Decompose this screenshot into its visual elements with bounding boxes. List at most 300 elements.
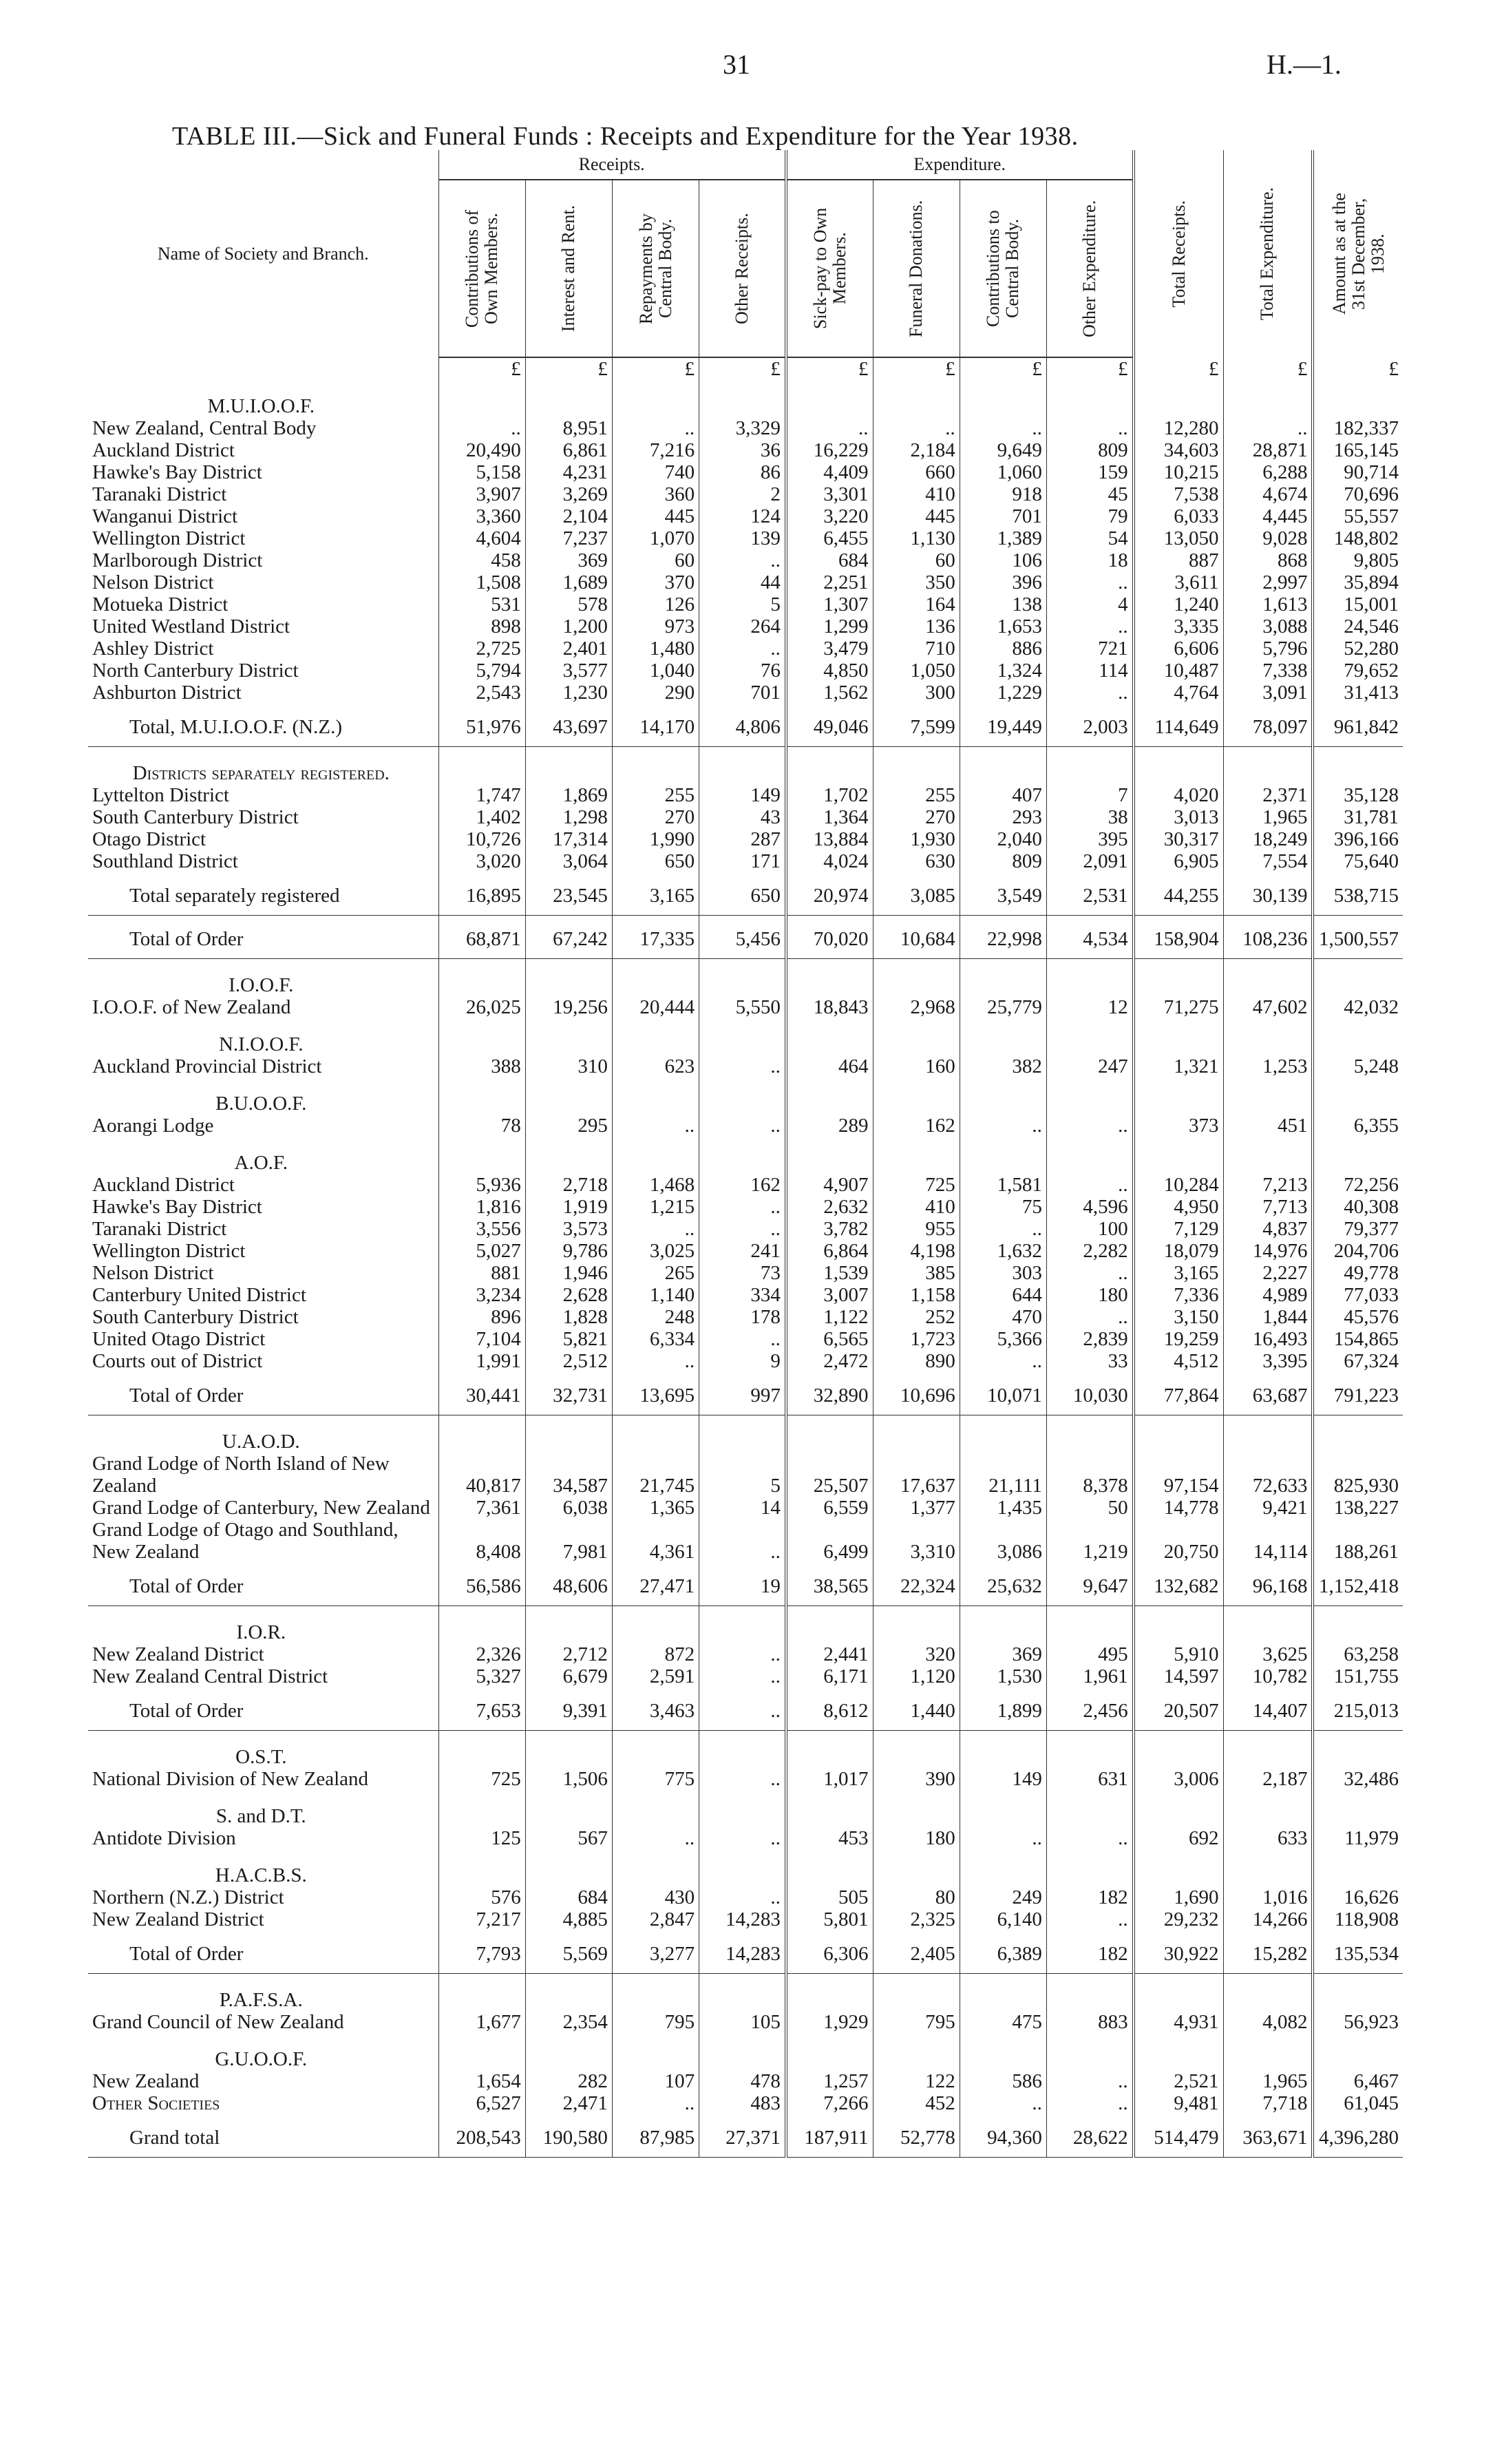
table-row: [88, 850, 1403, 872]
section-heading-spacer: [1134, 2033, 1223, 2070]
row-value: 5: [699, 593, 786, 615]
total-row-value: 48,606: [525, 1563, 612, 1606]
row-name: Lyttelton District: [92, 784, 229, 806]
section-heading-spacer: [786, 1137, 873, 1174]
total-row-value: 2,003: [1046, 704, 1133, 747]
table-row: [88, 1196, 1403, 1218]
row-value: 4,231: [525, 461, 612, 483]
table-row: [88, 1908, 1403, 1930]
row-value: 410: [873, 483, 960, 505]
total-row-value: 190,580: [525, 2114, 612, 2158]
row-value: 445: [612, 505, 699, 527]
row-value: 5,366: [960, 1328, 1046, 1350]
row-name: Courts out of District: [92, 1350, 263, 1372]
row-value: 40,817: [438, 1453, 525, 1497]
section-heading-spacer: [438, 1974, 525, 2012]
section-heading-spacer: [525, 1606, 612, 1644]
row-value: 1,257: [786, 2070, 873, 2092]
row-value: 725: [873, 1174, 960, 1196]
row-value: 1,307: [786, 593, 873, 615]
row-value: 7,538: [1134, 483, 1223, 505]
total-row-value: 23,545: [525, 872, 612, 916]
row-value: 721: [1046, 638, 1133, 660]
row-value: 1,690: [1134, 1886, 1223, 1908]
section-heading-row: [88, 747, 1403, 785]
section-heading-spacer: [1313, 1077, 1403, 1115]
row-value: 1,654: [438, 2070, 525, 2092]
section-heading-spacer: [786, 959, 873, 997]
row-value: 4,989: [1223, 1284, 1313, 1306]
section-heading-spacer: [1134, 1077, 1223, 1115]
row-value: 49,778: [1313, 1262, 1403, 1284]
row-value: 3,360: [438, 505, 525, 527]
section-heading-spacer: [786, 1790, 873, 1827]
row-value: 4,082: [1223, 2011, 1313, 2033]
row-value: 2,628: [525, 1284, 612, 1306]
section-heading-row: [88, 1018, 1403, 1055]
row-value: ..: [960, 417, 1046, 439]
table-row: [88, 2092, 1403, 2114]
section-heading-spacer: [525, 380, 612, 417]
row-value: 138,227: [1313, 1497, 1403, 1519]
total-row-value: 3,463: [612, 1687, 699, 1731]
row-value: 955: [873, 1218, 960, 1240]
section-heading-spacer: [438, 2033, 525, 2070]
total-row-value: 28,622: [1046, 2114, 1133, 2158]
section-heading: U.A.O.D.: [222, 1431, 300, 1453]
row-value: ..: [699, 1196, 786, 1218]
row-value: 2,997: [1223, 571, 1313, 593]
row-value: ..: [699, 1665, 786, 1687]
section-heading-spacer: [873, 2033, 960, 2070]
row-value: ..: [699, 1055, 786, 1077]
section-heading-row: [88, 2033, 1403, 2070]
row-value: 270: [612, 806, 699, 828]
row-value: 1,844: [1223, 1306, 1313, 1328]
total-row-value: 6,389: [960, 1930, 1046, 1974]
col-header-contributions: [438, 180, 525, 357]
section-heading-spacer: [1313, 1790, 1403, 1827]
row-value: 106: [960, 549, 1046, 571]
row-value: 17,314: [525, 828, 612, 850]
row-value: 1,060: [960, 461, 1046, 483]
row-value: 2,227: [1223, 1262, 1313, 1284]
row-value: 5,550: [699, 996, 786, 1018]
row-value: 9,421: [1223, 1497, 1313, 1519]
row-name: Grand Lodge of North Island of New Zealand: [92, 1453, 390, 1497]
row-value: 78: [438, 1115, 525, 1137]
row-name: Hawke's Bay District: [92, 1196, 262, 1218]
total-row-value: 3,085: [873, 872, 960, 916]
row-value: 809: [960, 850, 1046, 872]
row-value: 2,104: [525, 505, 612, 527]
section-heading-row: [88, 1731, 1403, 1769]
row-value: 2,441: [786, 1643, 873, 1665]
row-value: 13,050: [1134, 527, 1223, 549]
row-value: 795: [612, 2011, 699, 2033]
row-value: 2,712: [525, 1643, 612, 1665]
currency-row: [88, 357, 1403, 380]
section-heading-spacer: [1046, 1137, 1133, 1174]
row-name: Southland District: [92, 850, 238, 872]
row-value: ..: [612, 1115, 699, 1137]
currency-symbol: £: [438, 357, 525, 380]
section-heading-spacer: [1223, 1077, 1313, 1115]
section-heading-spacer: [786, 1415, 873, 1453]
row-value: 75,640: [1313, 850, 1403, 872]
row-value: 289: [786, 1115, 873, 1137]
row-value: 20,490: [438, 439, 525, 461]
section-heading-spacer: [525, 1137, 612, 1174]
row-value: ..: [960, 1115, 1046, 1137]
row-value: ..: [1046, 1306, 1133, 1328]
row-value: 633: [1223, 1827, 1313, 1849]
row-value: 29,232: [1134, 1908, 1223, 1930]
section-heading-spacer: [699, 1018, 786, 1055]
row-value: 18,843: [786, 996, 873, 1018]
col-header-funeral-text: Funeral Donations.: [906, 200, 926, 337]
row-value: 3,269: [525, 483, 612, 505]
total-row-value: 4,534: [1046, 916, 1133, 959]
data-table-container: [88, 150, 1403, 2158]
currency-symbol: £: [960, 357, 1046, 380]
total-row-value: 1,152,418: [1313, 1563, 1403, 1606]
table-row: [88, 1886, 1403, 1908]
row-name: North Canterbury District: [92, 660, 299, 682]
row-value: 12,280: [1134, 417, 1223, 439]
section-heading-spacer: [438, 747, 525, 785]
row-value: 1,299: [786, 615, 873, 638]
row-value: 4,409: [786, 461, 873, 483]
row-name: Grand Lodge of Otago and Southland, New Zealand: [92, 1519, 399, 1563]
table-row: [88, 1768, 1403, 1790]
row-value: 31,413: [1313, 682, 1403, 704]
row-name: Motueka District: [92, 593, 229, 615]
row-value: 105: [699, 2011, 786, 2033]
row-value: 20,750: [1134, 1519, 1223, 1563]
section-heading: S. and D.T.: [215, 1805, 306, 1827]
total-row-value: 9,391: [525, 1687, 612, 1731]
row-value: 38: [1046, 806, 1133, 828]
row-value: 4,885: [525, 1908, 612, 1930]
row-value: 31,781: [1313, 806, 1403, 828]
table-row: [88, 593, 1403, 615]
row-value: 531: [438, 593, 525, 615]
section-heading: A.O.F.: [234, 1152, 288, 1174]
row-value: 9,481: [1134, 2092, 1223, 2114]
total-row-value: 650: [699, 872, 786, 916]
row-value: 182: [1046, 1886, 1133, 1908]
row-name: Wellington District: [92, 527, 246, 549]
section-heading-spacer: [1223, 959, 1313, 997]
section-heading-spacer: [699, 1415, 786, 1453]
row-value: 1,581: [960, 1174, 1046, 1196]
row-value: 4,907: [786, 1174, 873, 1196]
row-value: 40,308: [1313, 1196, 1403, 1218]
total-row-value: 10,684: [873, 916, 960, 959]
section-heading-row: [88, 959, 1403, 997]
row-value: 3,025: [612, 1240, 699, 1262]
row-value: 1,539: [786, 1262, 873, 1284]
row-value: 6,864: [786, 1240, 873, 1262]
total-row-value: 208,543: [438, 2114, 525, 2158]
row-value: 12: [1046, 996, 1133, 1018]
total-row-value: 10,696: [873, 1372, 960, 1415]
section-heading-spacer: [1046, 1018, 1133, 1055]
row-value: 3,573: [525, 1218, 612, 1240]
row-value: 79: [1046, 505, 1133, 527]
row-value: ..: [699, 1886, 786, 1908]
row-value: 5: [699, 1453, 786, 1497]
row-value: 1,930: [873, 828, 960, 850]
table-row: [88, 1665, 1403, 1687]
row-value: ..: [1046, 2092, 1133, 2114]
total-row-value: ..: [699, 1687, 786, 1731]
row-value: 1,506: [525, 1768, 612, 1790]
row-value: 204,706: [1313, 1240, 1403, 1262]
row-value: 60: [873, 549, 960, 571]
section-heading-spacer: [1134, 1415, 1223, 1453]
row-value: 410: [873, 1196, 960, 1218]
table-row: [88, 638, 1403, 660]
row-value: ..: [1046, 1174, 1133, 1196]
section-heading-spacer: [1046, 959, 1133, 997]
row-value: 5,248: [1313, 1055, 1403, 1077]
row-value: 44: [699, 571, 786, 593]
row-value: 1,140: [612, 1284, 699, 1306]
row-value: 710: [873, 638, 960, 660]
row-value: 6,905: [1134, 850, 1223, 872]
row-value: 4,950: [1134, 1196, 1223, 1218]
row-name: Marlborough District: [92, 549, 263, 571]
row-value: 1,017: [786, 1768, 873, 1790]
section-heading-row: [88, 1790, 1403, 1827]
row-name: Canterbury United District: [92, 1284, 306, 1306]
row-value: 2,839: [1046, 1328, 1133, 1350]
row-value: 1,929: [786, 2011, 873, 2033]
section-heading-spacer: [1046, 2033, 1133, 2070]
row-name: Ashburton District: [92, 682, 242, 704]
section-heading-spacer: [1046, 1077, 1133, 1115]
total-receipts-header: [1134, 150, 1223, 357]
row-value: 3,625: [1223, 1643, 1313, 1665]
col-header-repayments-text: Repayments by Central Body.: [635, 213, 675, 324]
row-value: 151,755: [1313, 1665, 1403, 1687]
total-row-value: 2,456: [1046, 1687, 1133, 1731]
row-value: 32,486: [1313, 1768, 1403, 1790]
row-value: 90,714: [1313, 461, 1403, 483]
section-heading-spacer: [438, 1077, 525, 1115]
row-value: 883: [1046, 2011, 1133, 2033]
row-value: 9,805: [1313, 549, 1403, 571]
total-row-value: 132,682: [1134, 1563, 1223, 1606]
row-value: 388: [438, 1055, 525, 1077]
section-heading-spacer: [960, 1790, 1046, 1827]
row-value: 16,229: [786, 439, 873, 461]
row-value: 7,981: [525, 1519, 612, 1563]
row-name: Wanganui District: [92, 505, 238, 527]
section-heading-spacer: [960, 1018, 1046, 1055]
row-name: Nelson District: [92, 1262, 214, 1284]
row-value: 16,626: [1313, 1886, 1403, 1908]
row-value: 14,976: [1223, 1240, 1313, 1262]
row-value: 9: [699, 1350, 786, 1372]
section-heading-spacer: [525, 1018, 612, 1055]
row-value: 373: [1134, 1115, 1223, 1137]
total-row: [88, 872, 1403, 916]
row-name: Grand Council of New Zealand: [92, 2011, 344, 2033]
total-expenditure-header-text: Total Expenditure.: [1257, 187, 1278, 321]
section-heading-spacer: [1134, 747, 1223, 785]
row-value: 1,377: [873, 1497, 960, 1519]
total-row-value: 78,097: [1223, 704, 1313, 747]
row-value: ..: [873, 417, 960, 439]
table-row: [88, 2011, 1403, 2033]
total-row-value: 4,806: [699, 704, 786, 747]
table-row: [88, 1240, 1403, 1262]
row-value: 701: [699, 682, 786, 704]
section-heading-spacer: [1223, 1606, 1313, 1644]
row-value: 396,166: [1313, 828, 1403, 850]
row-value: 71,275: [1134, 996, 1223, 1018]
table-row: [88, 2070, 1403, 2092]
table-body: [88, 357, 1403, 2158]
row-value: 7,718: [1223, 2092, 1313, 2114]
row-value: 248: [612, 1306, 699, 1328]
table-row: [88, 527, 1403, 549]
total-row-value: 158,904: [1134, 916, 1223, 959]
row-value: 287: [699, 828, 786, 850]
row-value: 1,562: [786, 682, 873, 704]
row-value: 2,326: [438, 1643, 525, 1665]
row-value: 18: [1046, 549, 1133, 571]
row-value: 149: [960, 1768, 1046, 1790]
row-value: 1,961: [1046, 1665, 1133, 1687]
col-header-funeral: [873, 180, 960, 357]
total-row-value: 22,324: [873, 1563, 960, 1606]
row-value: 7,213: [1223, 1174, 1313, 1196]
row-value: 9,028: [1223, 527, 1313, 549]
row-name: Other Societies: [92, 2092, 220, 2114]
section-heading-spacer: [612, 959, 699, 997]
total-row-name: Total of Order: [88, 1563, 438, 1606]
section-heading-spacer: [786, 747, 873, 785]
section-heading-spacer: [873, 1974, 960, 2012]
row-value: 3,220: [786, 505, 873, 527]
total-row-value: 997: [699, 1372, 786, 1415]
row-value: 264: [699, 615, 786, 638]
total-row-value: 3,549: [960, 872, 1046, 916]
row-value: ..: [699, 638, 786, 660]
total-row-value: 7,653: [438, 1687, 525, 1731]
section-heading-spacer: [612, 747, 699, 785]
row-name: Aorangi Lodge: [92, 1115, 214, 1137]
row-value: 2,847: [612, 1908, 699, 1930]
row-value: 3,907: [438, 483, 525, 505]
row-name: New Zealand, Central Body: [92, 417, 317, 439]
row-value: 73: [699, 1262, 786, 1284]
row-value: 1,468: [612, 1174, 699, 1196]
section-heading-spacer: [1134, 1790, 1223, 1827]
row-value: 295: [525, 1115, 612, 1137]
section-heading-spacer: [873, 1137, 960, 1174]
section-heading-spacer: [1313, 1018, 1403, 1055]
table-row: [88, 1174, 1403, 1196]
row-value: 6,355: [1313, 1115, 1403, 1137]
section-heading-spacer: [525, 1077, 612, 1115]
total-row-value: 56,586: [438, 1563, 525, 1606]
row-value: 775: [612, 1768, 699, 1790]
section-heading-spacer: [1223, 1974, 1313, 2012]
row-value: 451: [1223, 1115, 1313, 1137]
row-value: 1,613: [1223, 593, 1313, 615]
row-value: 3,086: [960, 1519, 1046, 1563]
row-name: New Zealand Central District: [92, 1665, 328, 1687]
row-value: 1,435: [960, 1497, 1046, 1519]
row-value: 445: [873, 505, 960, 527]
row-value: 1,816: [438, 1196, 525, 1218]
row-value: 886: [960, 638, 1046, 660]
section-heading-spacer: [612, 2033, 699, 2070]
row-value: 24,546: [1313, 615, 1403, 638]
total-row-value: 187,911: [786, 2114, 873, 2158]
row-value: 6,033: [1134, 505, 1223, 527]
section-heading-spacer: [1313, 747, 1403, 785]
table-row: [88, 1306, 1403, 1328]
section-heading-spacer: [699, 1606, 786, 1644]
row-value: 180: [873, 1827, 960, 1849]
total-row-value: 94,360: [960, 2114, 1046, 2158]
section-heading-spacer: [1134, 959, 1223, 997]
row-value: 159: [1046, 461, 1133, 483]
row-value: 2,512: [525, 1350, 612, 1372]
row-value: 4,512: [1134, 1350, 1223, 1372]
section-heading-spacer: [873, 747, 960, 785]
section-heading: M.U.I.O.O.F.: [207, 395, 315, 417]
row-value: 28,871: [1223, 439, 1313, 461]
row-value: 5,801: [786, 1908, 873, 1930]
section-heading-spacer: [1223, 1415, 1313, 1453]
row-value: 350: [873, 571, 960, 593]
row-value: 43: [699, 806, 786, 828]
row-value: 182,337: [1313, 417, 1403, 439]
currency-symbol: £: [786, 357, 873, 380]
row-value: 6,559: [786, 1497, 873, 1519]
section-heading-spacer: [786, 1849, 873, 1886]
row-value: 2,091: [1046, 850, 1133, 872]
table-row: [88, 1643, 1403, 1665]
total-row-value: 27,371: [699, 2114, 786, 2158]
table-row: [88, 1218, 1403, 1240]
total-row-value: 43,697: [525, 704, 612, 747]
row-value: 495: [1046, 1643, 1133, 1665]
row-name: New Zealand District: [92, 1643, 264, 1665]
row-value: 1,253: [1223, 1055, 1313, 1077]
row-value: 30,317: [1134, 828, 1223, 850]
row-value: 35,894: [1313, 571, 1403, 593]
section-heading-spacer: [960, 959, 1046, 997]
row-value: 3,091: [1223, 682, 1313, 704]
row-value: 45: [1046, 483, 1133, 505]
total-row-value: 20,974: [786, 872, 873, 916]
section-heading: N.I.O.O.F.: [218, 1033, 304, 1055]
section-heading-spacer: [1223, 747, 1313, 785]
section-heading-spacer: [438, 959, 525, 997]
total-row: [88, 704, 1403, 747]
total-row-value: 135,534: [1313, 1930, 1403, 1974]
col-header-other-expenditure-text: Other Expenditure.: [1079, 200, 1099, 337]
row-value: 5,796: [1223, 638, 1313, 660]
